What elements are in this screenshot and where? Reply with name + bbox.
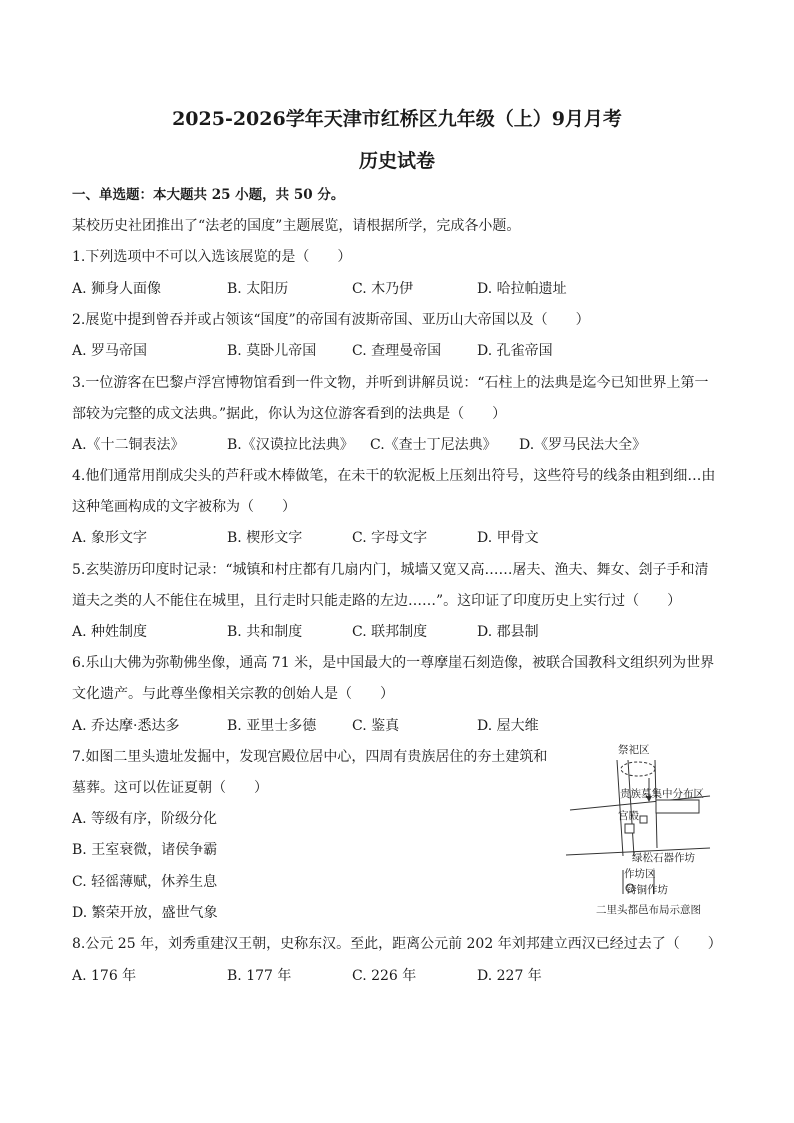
exam-title: 2025-2026学年天津市红桥区九年级（上）9月月考 — [172, 108, 622, 130]
diagram-caption: 二里头都邑布局示意图 — [596, 904, 701, 916]
question-stem: 5.玄奘游历印度时记录：“城镇和村庄都有几扇内门，城墙又宽又高……屠夫、渔夫、舞女、刽子手和清 — [72, 562, 709, 578]
option-b: B.《汉谟拉比法典》 — [227, 437, 354, 453]
option-c: C. 226 年 — [352, 968, 417, 984]
label-bronze-workshop: 铸铜作坊 — [626, 884, 668, 896]
option-c: C. 字母文字 — [352, 530, 428, 546]
option-b: B. 王室衰微，诸侯争霸 — [72, 842, 218, 858]
option-a: A. 种姓制度 — [72, 624, 148, 640]
label-turquoise-workshop: 绿松石器作坊 — [632, 852, 695, 864]
option-d: D. 孔雀帝国 — [477, 343, 553, 359]
option-a: A.《十二铜表法》 — [72, 437, 185, 453]
question-stem: 8.公元 25 年，刘秀重建汉王朝，史称东汉。至此，距离公元前 202 年刘邦建立西汉已经过去了（ ） — [72, 936, 722, 952]
option-c: C. 木乃伊 — [352, 281, 414, 297]
option-a: A. 狮身人面像 — [72, 281, 162, 297]
option-d: D. 繁荣开放，盛世气象 — [72, 905, 218, 921]
option-b: B. 共和制度 — [227, 624, 303, 640]
label-workshop-area: 作坊区 — [624, 868, 656, 880]
question-stem: 1.下列选项中不可以入选该展览的是（ ） — [72, 249, 352, 265]
exam-subtitle: 历史试卷 — [358, 150, 435, 172]
question-stem-cont: 墓葬。这可以佐证夏朝（ ） — [72, 780, 268, 796]
label-noble-tombs: 贵族墓集中分布区 — [620, 788, 704, 800]
option-d: D. 甲骨文 — [477, 530, 539, 546]
option-a: A. 罗马帝国 — [72, 343, 148, 359]
option-b: B. 亚里士多德 — [227, 718, 317, 734]
option-a: A. 等级有序，阶级分化 — [72, 811, 218, 827]
option-a: A. 乔达摩·悉达多 — [72, 718, 180, 734]
label-sacrifice-area: 祭祀区 — [618, 744, 650, 756]
question-stem-cont: 文化遗产。与此尊坐像相关宗教的创始人是（ ） — [72, 686, 394, 702]
option-d: D. 227 年 — [477, 968, 542, 984]
option-d: D. 哈拉帕遗址 — [477, 281, 567, 297]
question-stem-cont: 道夫之类的人不能住在城里，且行走时只能走路的左边……”。这印证了印度历史上实行过（ ） — [72, 593, 682, 609]
option-d: D.《罗马民法大全》 — [519, 437, 647, 453]
label-palace: 宫殿 — [618, 810, 639, 822]
option-c: C. 轻徭薄赋，休养生息 — [72, 874, 218, 890]
section-intro: 某校历史社团推出了“法老的国度”主题展览，请根据所学，完成各小题。 — [72, 218, 521, 234]
question-stem: 6.乐山大佛为弥勒佛坐像，通高 71 米，是中国最大的一尊摩崖石刻造像，被联合国教科文组织列为世界 — [72, 655, 715, 671]
question-stem: 7.如图二里头遗址发掘中，发现宫殿位居中心，四周有贵族居住的夯土建筑和 — [72, 749, 548, 765]
section-heading: 一、单选题：本大题共 25 小题，共 50 分。 — [72, 187, 345, 203]
option-b: B. 177 年 — [227, 968, 292, 984]
option-c: C. 联邦制度 — [352, 624, 428, 640]
option-b: B. 楔形文字 — [227, 530, 303, 546]
option-d: D. 屋大维 — [477, 718, 539, 734]
option-b: B. 太阳历 — [227, 281, 289, 297]
question-stem: 3.一位游客在巴黎卢浮宫博物馆看到一件文物，并听到讲解员说：“石柱上的法典是迄今已知世界上第一 — [72, 375, 709, 391]
option-b: B. 莫卧儿帝国 — [227, 343, 317, 359]
question-stem-cont: 部较为完整的成文法典。”据此，你认为这位游客看到的法典是（ ） — [72, 406, 507, 422]
option-a: A. 176 年 — [72, 968, 137, 984]
erlitou-layout-diagram — [560, 738, 720, 923]
option-a: A. 象形文字 — [72, 530, 148, 546]
question-stem-cont: 这种笔画构成的文字被称为（ ） — [72, 499, 296, 515]
option-c: C.《查士丁尼法典》 — [370, 437, 497, 453]
option-c: C. 查理曼帝国 — [352, 343, 442, 359]
question-stem: 4.他们通常用削成尖头的芦秆或木棒做笔，在未干的软泥板上压刻出符号，这些符号的线条由粗到细…由 — [72, 468, 716, 484]
option-d: D. 郡县制 — [477, 624, 539, 640]
option-c: C. 鉴真 — [352, 718, 400, 734]
question-stem: 2.展览中提到曾吞并或占领该“国度”的帝国有波斯帝国、亚历山大帝国以及（ ） — [72, 312, 590, 328]
